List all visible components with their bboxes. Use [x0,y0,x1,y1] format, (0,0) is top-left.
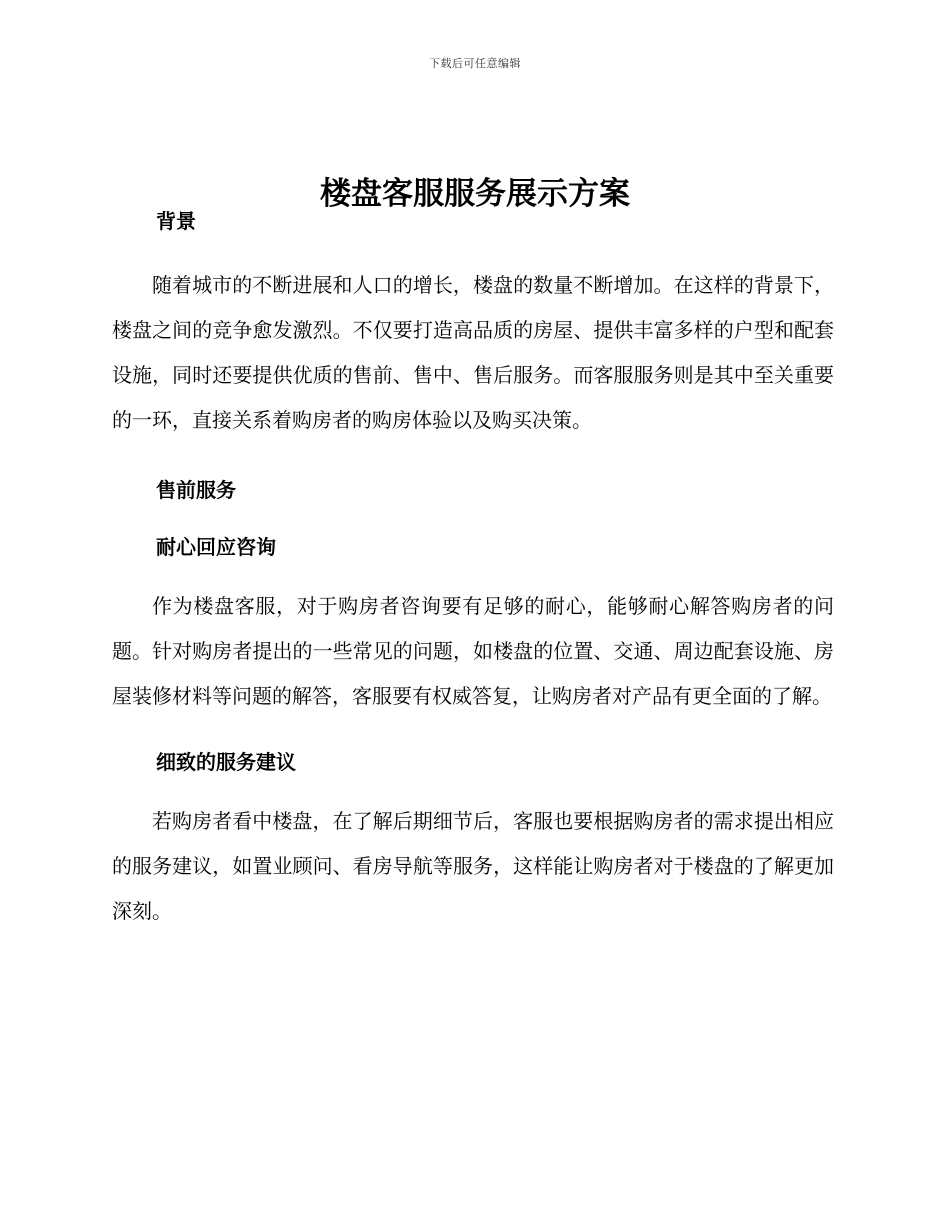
header-note: 下载后可任意编辑 [429,57,521,70]
paragraph-patient-reply: 作为楼盘客服，对于购房者咨询要有足够的耐心，能够耐心解答购房者的问题。针对购房者提出的一些常见的问题，如楼盘的位置、交通、周边配套设施、房屋装修材料等问题的解答，客服要有权威答复，让购房者对产品有更全面的了解。 [112,594,834,708]
paragraph-background: 随着城市的不断进展和人口的增长，楼盘的数量不断增加。在这样的背景下，楼盘之间的竞争愈发激烈。不仅要打造高品质的房屋、提供丰富多样的户型和配套设施，同时还要提供优质的售前、售中、售后服务。而客服服务则是其中至关重要的一环，直接关系着购房者的购房体验以及购买决策。 [112,273,834,432]
section-heading-background: 背景 [156,209,196,233]
subsection-heading-patient-reply: 耐心回应咨询 [156,535,276,559]
paragraph-detailed-advice: 若购房者看中楼盘，在了解后期细节后，客服也要根据购房者的需求提出相应的服务建议，如置业顾问、看房导航等服务，这样能让购房者对于楼盘的了解更加深刻。 [112,809,834,923]
subsection-heading-detailed-advice: 细致的服务建议 [156,750,296,774]
document-body [112,206,834,934]
section-heading-presale: 售前服务 [156,478,236,502]
document-title: 楼盘客服服务展示方案 [320,175,630,212]
